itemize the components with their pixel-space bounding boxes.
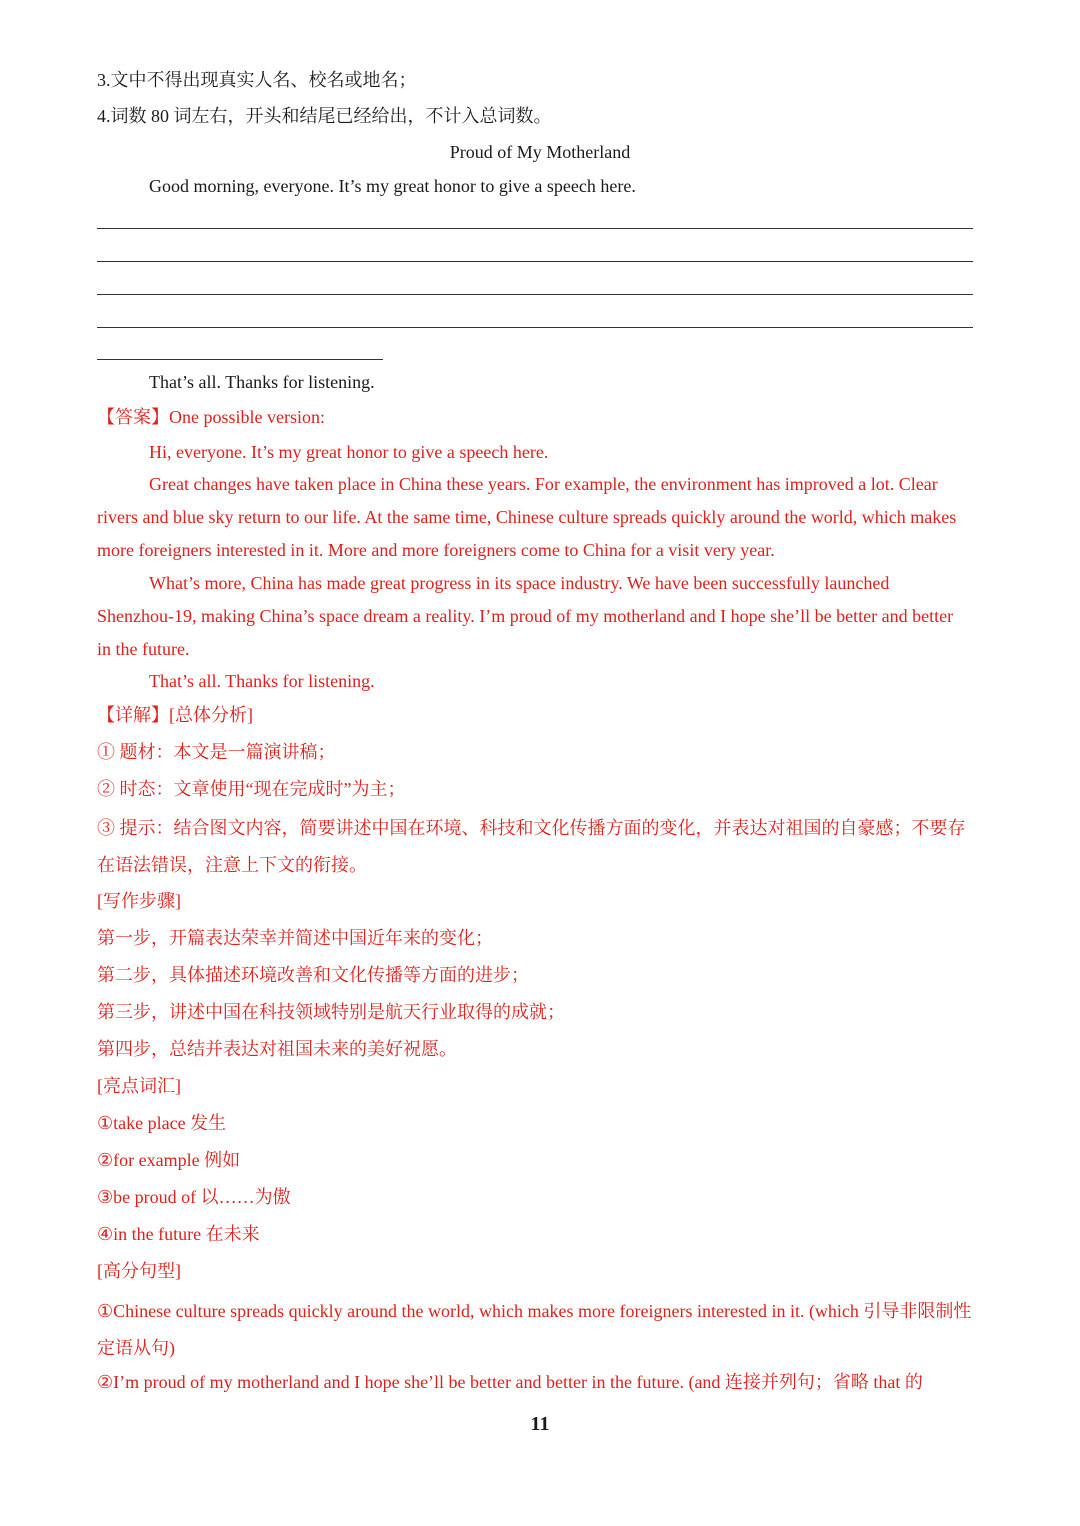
steps-heading: [写作步骤] — [97, 891, 181, 911]
answer-label: 【答案】 — [97, 407, 169, 427]
analysis-point-3: ③ 提示：结合图文内容，简要讲述中国在环境、科技和文化传播方面的变化，并表达对祖国的自豪感；不要存在语法错误，注意上下文的衔接。 — [97, 818, 966, 875]
analysis-point-1: ① 题材：本文是一篇演讲稿； — [97, 742, 336, 762]
vocab-heading: [亮点词汇] — [97, 1076, 181, 1096]
answer-paragraph-2: Great changes have taken place in China these years. For example, the environment has improved a lot. Clear rivers and blue sky return to our life. At the same time, Chinese culture spreads quickly around the world, which makes more foreigners interested in it. More and more foreigners come to China for a visit very year. — [97, 474, 957, 560]
page-number: 11 — [530, 1413, 550, 1435]
writing-line — [97, 261, 973, 262]
step-1: 第一步，开篇表达荣幸并简述中国近年来的变化； — [97, 928, 493, 948]
step-4: 第四步，总结并表达对祖国未来的美好祝愿。 — [97, 1039, 457, 1059]
essay-closing: That’s all. Thanks for listening. — [149, 372, 375, 392]
vocab-item-2: ②for example 例如 — [97, 1150, 241, 1170]
analysis-point-2: ② 时态：文章使用“现在完成时”为主； — [97, 779, 406, 799]
vocab-item-3: ③be proud of 以……为傲 — [97, 1187, 291, 1207]
requirement-3: 3.文中不得出现真实人名、校名或地名； — [97, 70, 417, 90]
sentence-2: ②I’m proud of my motherland and I hope she’ll be better and better in the future. (and 连接并列句；省略 that 的 — [97, 1372, 923, 1392]
analysis-label: 【详解】 — [97, 705, 169, 725]
sentences-heading: [高分句型] — [97, 1261, 181, 1281]
step-3: 第三步，讲述中国在科技领域特别是航天行业取得的成就； — [97, 1002, 565, 1022]
answer-paragraph-1: Hi, everyone. It’s my great honor to give a speech here. — [149, 442, 549, 462]
overall-analysis-heading: [总体分析] — [169, 705, 253, 725]
writing-line — [97, 294, 973, 295]
vocab-item-1: ①take place 发生 — [97, 1113, 227, 1133]
answer-paragraph-3: What’s more, China has made great progress in its space industry. We have been successfully launched Shenzhou-19, making China’s space dream a reality. I’m proud of my motherland and I hope she’ll be better and better in the future. — [97, 573, 954, 659]
answer-intro: One possible version: — [169, 407, 325, 427]
writing-line — [97, 327, 973, 328]
requirement-4: 4.词数 80 词左右，开头和结尾已经给出，不计入总词数。 — [97, 106, 552, 126]
writing-line — [97, 228, 973, 229]
essay-opening: Good morning, everyone. It’s my great honor to give a speech here. — [149, 176, 636, 196]
answer-heading — [97, 405, 325, 429]
answer-paragraph-4: That’s all. Thanks for listening. — [149, 671, 375, 691]
vocab-item-4: ④in the future 在未来 — [97, 1224, 260, 1244]
sentence-1: ①Chinese culture spreads quickly around the world, which makes more foreigners interested in it. (which 引导非限制性定语从句) — [97, 1301, 972, 1358]
essay-title: Proud of My Motherland — [449, 142, 631, 162]
analysis-heading — [97, 703, 253, 727]
step-2: 第二步，具体描述环境改善和文化传播等方面的进步； — [97, 965, 529, 985]
writing-line-short — [97, 359, 383, 360]
